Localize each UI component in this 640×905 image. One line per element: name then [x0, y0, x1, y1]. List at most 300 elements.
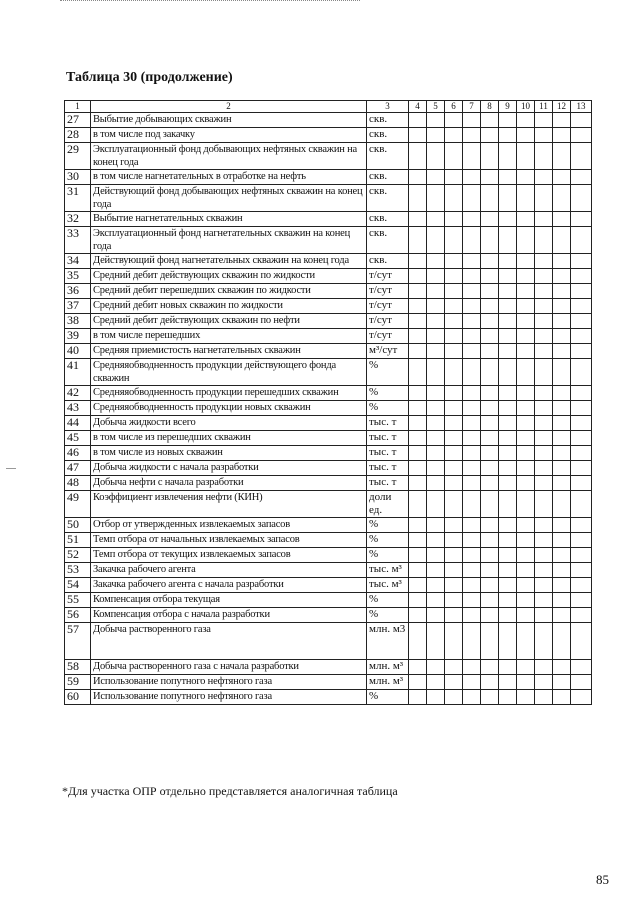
table-row: [65, 170, 592, 185]
unit-cell: скв.: [367, 212, 409, 227]
value-cell: [535, 578, 553, 593]
value-cell: [499, 227, 517, 254]
value-cell: [445, 548, 463, 563]
value-cell: [517, 476, 535, 491]
value-cell: [481, 170, 499, 185]
header-cell-1: 1: [65, 101, 91, 113]
value-cell: [427, 284, 445, 299]
value-cell: [427, 548, 445, 563]
unit-cell: скв.: [367, 128, 409, 143]
value-cell: [535, 476, 553, 491]
value-cell: [517, 578, 535, 593]
unit-cell: тыс. т: [367, 476, 409, 491]
unit-cell: %: [367, 690, 409, 705]
value-cell: [535, 461, 553, 476]
value-cell: [535, 284, 553, 299]
value-cell: [571, 593, 592, 608]
value-cell: [535, 675, 553, 690]
value-cell: [427, 660, 445, 675]
value-cell: [427, 170, 445, 185]
unit-cell: тыс. т: [367, 416, 409, 431]
value-cell: [427, 269, 445, 284]
unit-cell: %: [367, 386, 409, 401]
value-cell: [571, 284, 592, 299]
row-number: 31: [65, 185, 91, 212]
value-cell: [445, 623, 463, 660]
value-cell: [463, 660, 481, 675]
value-cell: [463, 476, 481, 491]
value-cell: [535, 227, 553, 254]
row-number: 28: [65, 128, 91, 143]
value-cell: [463, 578, 481, 593]
value-cell: [499, 476, 517, 491]
value-cell: [409, 359, 427, 386]
value-cell: [463, 690, 481, 705]
value-cell: [553, 660, 571, 675]
value-cell: [445, 461, 463, 476]
value-cell: [517, 113, 535, 128]
table-row: [65, 401, 592, 416]
value-cell: [445, 563, 463, 578]
value-cell: [517, 446, 535, 461]
value-cell: [517, 623, 535, 660]
indicator-name: в том числе из новых скважин: [91, 446, 367, 461]
indicator-name: Темп отбора от текущих извлекаемых запасов: [91, 548, 367, 563]
value-cell: [445, 431, 463, 446]
value-cell: [445, 533, 463, 548]
table-row: [65, 128, 592, 143]
value-cell: [445, 284, 463, 299]
value-cell: [463, 284, 481, 299]
value-cell: [445, 128, 463, 143]
value-cell: [463, 113, 481, 128]
value-cell: [409, 578, 427, 593]
value-cell: [409, 675, 427, 690]
value-cell: [463, 329, 481, 344]
row-number: 41: [65, 359, 91, 386]
indicator-name: Средний дебит новых скважин по жидкости: [91, 299, 367, 314]
value-cell: [571, 212, 592, 227]
indicator-name: Добыча растворенного газа с начала разработки: [91, 660, 367, 675]
value-cell: [427, 314, 445, 329]
table-row: [65, 269, 592, 284]
value-cell: [463, 533, 481, 548]
row-number: 37: [65, 299, 91, 314]
header-cell-12: 12: [553, 101, 571, 113]
value-cell: [553, 227, 571, 254]
value-cell: [481, 660, 499, 675]
unit-cell: тыс. м³: [367, 578, 409, 593]
value-cell: [481, 401, 499, 416]
value-cell: [445, 212, 463, 227]
unit-cell: т/сут: [367, 269, 409, 284]
unit-cell: млн. м3: [367, 623, 409, 660]
value-cell: [553, 608, 571, 623]
indicator-name: Действующий фонд нагнетательных скважин на конец года: [91, 254, 367, 269]
value-cell: [571, 623, 592, 660]
indicator-name: Средняяобводненность продукции новых скважин: [91, 401, 367, 416]
value-cell: [553, 143, 571, 170]
value-cell: [499, 329, 517, 344]
value-cell: [481, 143, 499, 170]
unit-cell: тыс. т: [367, 431, 409, 446]
row-number: 34: [65, 254, 91, 269]
value-cell: [463, 212, 481, 227]
value-cell: [481, 386, 499, 401]
value-cell: [409, 299, 427, 314]
unit-cell: скв.: [367, 185, 409, 212]
value-cell: [499, 128, 517, 143]
value-cell: [427, 461, 445, 476]
value-cell: [499, 563, 517, 578]
row-number: 30: [65, 170, 91, 185]
value-cell: [535, 491, 553, 518]
value-cell: [481, 533, 499, 548]
value-cell: [409, 386, 427, 401]
header-cell-4: 4: [409, 101, 427, 113]
value-cell: [553, 269, 571, 284]
value-cell: [427, 675, 445, 690]
value-cell: [499, 690, 517, 705]
unit-cell: скв.: [367, 113, 409, 128]
value-cell: [517, 593, 535, 608]
value-cell: [535, 143, 553, 170]
table-row: [65, 518, 592, 533]
indicator-name: Добыча растворенного газа: [91, 623, 367, 660]
table-row: [65, 563, 592, 578]
value-cell: [463, 593, 481, 608]
value-cell: [553, 329, 571, 344]
indicator-name: Компенсация отбора с начала разработки: [91, 608, 367, 623]
value-cell: [535, 185, 553, 212]
value-cell: [517, 416, 535, 431]
value-cell: [499, 593, 517, 608]
value-cell: [553, 491, 571, 518]
value-cell: [463, 623, 481, 660]
unit-cell: т/сут: [367, 329, 409, 344]
value-cell: [445, 690, 463, 705]
value-cell: [445, 386, 463, 401]
value-cell: [517, 690, 535, 705]
value-cell: [463, 143, 481, 170]
value-cell: [409, 593, 427, 608]
value-cell: [409, 416, 427, 431]
value-cell: [427, 128, 445, 143]
value-cell: [409, 269, 427, 284]
header-cell-6: 6: [445, 101, 463, 113]
indicator-name: Темп отбора от начальных извлекаемых запасов: [91, 533, 367, 548]
value-cell: [553, 416, 571, 431]
value-cell: [409, 461, 427, 476]
row-number: 33: [65, 227, 91, 254]
value-cell: [463, 128, 481, 143]
value-cell: [427, 359, 445, 386]
value-cell: [463, 431, 481, 446]
value-cell: [445, 185, 463, 212]
value-cell: [553, 563, 571, 578]
unit-cell: %: [367, 533, 409, 548]
value-cell: [517, 314, 535, 329]
row-number: 36: [65, 284, 91, 299]
value-cell: [499, 113, 517, 128]
value-cell: [409, 128, 427, 143]
value-cell: [445, 416, 463, 431]
value-cell: [445, 578, 463, 593]
row-number: 56: [65, 608, 91, 623]
value-cell: [427, 593, 445, 608]
indicator-name: Использование попутного нефтяного газа: [91, 675, 367, 690]
row-number: 53: [65, 563, 91, 578]
value-cell: [481, 461, 499, 476]
unit-cell: %: [367, 593, 409, 608]
indicator-name: Добыча нефти с начала разработки: [91, 476, 367, 491]
value-cell: [427, 518, 445, 533]
table-row: [65, 344, 592, 359]
table-row: [65, 284, 592, 299]
value-cell: [481, 254, 499, 269]
value-cell: [517, 284, 535, 299]
unit-cell: скв.: [367, 143, 409, 170]
value-cell: [463, 269, 481, 284]
unit-cell: тыс. м³: [367, 563, 409, 578]
table-row: [65, 491, 592, 518]
value-cell: [481, 563, 499, 578]
value-cell: [445, 170, 463, 185]
value-cell: [409, 185, 427, 212]
value-cell: [409, 254, 427, 269]
value-cell: [463, 359, 481, 386]
value-cell: [481, 299, 499, 314]
indicator-name: Средний дебит действующих скважин по жидкости: [91, 269, 367, 284]
value-cell: [499, 401, 517, 416]
value-cell: [553, 623, 571, 660]
value-cell: [535, 593, 553, 608]
value-cell: [499, 461, 517, 476]
indicator-name: в том числе под закачку: [91, 128, 367, 143]
table-row: [65, 578, 592, 593]
value-cell: [535, 113, 553, 128]
value-cell: [463, 344, 481, 359]
value-cell: [535, 533, 553, 548]
indicator-name: Выбытие добывающих скважин: [91, 113, 367, 128]
value-cell: [463, 446, 481, 461]
indicator-name: Действующий фонд добывающих нефтяных скважин на конец года: [91, 185, 367, 212]
value-cell: [427, 476, 445, 491]
value-cell: [517, 128, 535, 143]
header-cell-11: 11: [535, 101, 553, 113]
unit-cell: т/сут: [367, 314, 409, 329]
value-cell: [481, 548, 499, 563]
value-cell: [499, 548, 517, 563]
value-cell: [499, 212, 517, 227]
value-cell: [535, 446, 553, 461]
value-cell: [553, 476, 571, 491]
value-cell: [445, 593, 463, 608]
value-cell: [409, 623, 427, 660]
value-cell: [571, 344, 592, 359]
value-cell: [535, 690, 553, 705]
row-number: 42: [65, 386, 91, 401]
value-cell: [517, 563, 535, 578]
value-cell: [571, 401, 592, 416]
value-cell: [517, 548, 535, 563]
value-cell: [409, 476, 427, 491]
value-cell: [427, 533, 445, 548]
value-cell: [481, 269, 499, 284]
unit-cell: т/сут: [367, 284, 409, 299]
value-cell: [499, 416, 517, 431]
table-title: Таблица 30 (продолжение): [66, 70, 233, 85]
unit-cell: тыс. т: [367, 461, 409, 476]
value-cell: [445, 675, 463, 690]
row-number: 45: [65, 431, 91, 446]
unit-cell: %: [367, 401, 409, 416]
table-row: [65, 143, 592, 170]
value-cell: [535, 608, 553, 623]
unit-cell: м³/сут: [367, 344, 409, 359]
row-number: 46: [65, 446, 91, 461]
value-cell: [553, 212, 571, 227]
value-cell: [553, 533, 571, 548]
value-cell: [499, 314, 517, 329]
value-cell: [553, 518, 571, 533]
value-cell: [571, 386, 592, 401]
value-cell: [445, 254, 463, 269]
indicator-name: Средний дебит действующих скважин по нефти: [91, 314, 367, 329]
value-cell: [427, 344, 445, 359]
value-cell: [409, 431, 427, 446]
value-cell: [499, 386, 517, 401]
value-cell: [571, 359, 592, 386]
row-number: 54: [65, 578, 91, 593]
value-cell: [553, 314, 571, 329]
value-cell: [535, 269, 553, 284]
unit-cell: млн. м³: [367, 660, 409, 675]
value-cell: [499, 344, 517, 359]
row-number: 50: [65, 518, 91, 533]
table-row: [65, 212, 592, 227]
value-cell: [535, 548, 553, 563]
value-cell: [427, 608, 445, 623]
value-cell: [499, 431, 517, 446]
value-cell: [571, 533, 592, 548]
value-cell: [445, 608, 463, 623]
value-cell: [535, 314, 553, 329]
value-cell: [427, 401, 445, 416]
value-cell: [517, 212, 535, 227]
value-cell: [553, 431, 571, 446]
value-cell: [517, 227, 535, 254]
value-cell: [571, 269, 592, 284]
indicator-name: Эксплуатационный фонд добывающих нефтяных скважин на конец года: [91, 143, 367, 170]
value-cell: [445, 329, 463, 344]
row-number: 48: [65, 476, 91, 491]
value-cell: [427, 185, 445, 212]
value-cell: [517, 518, 535, 533]
value-cell: [517, 431, 535, 446]
unit-cell: %: [367, 359, 409, 386]
value-cell: [481, 128, 499, 143]
value-cell: [553, 401, 571, 416]
value-cell: [481, 518, 499, 533]
value-cell: [553, 344, 571, 359]
value-cell: [553, 446, 571, 461]
value-cell: [463, 563, 481, 578]
value-cell: [517, 359, 535, 386]
value-cell: [409, 660, 427, 675]
header-cell-9: 9: [499, 101, 517, 113]
value-cell: [481, 212, 499, 227]
value-cell: [517, 533, 535, 548]
value-cell: [427, 491, 445, 518]
indicator-name: в том числе нагнетательных в отработке на нефть: [91, 170, 367, 185]
value-cell: [499, 254, 517, 269]
value-cell: [409, 314, 427, 329]
value-cell: [571, 170, 592, 185]
value-cell: [499, 269, 517, 284]
value-cell: [571, 518, 592, 533]
row-number: 47: [65, 461, 91, 476]
table-row: [65, 386, 592, 401]
value-cell: [571, 476, 592, 491]
value-cell: [535, 518, 553, 533]
value-cell: [409, 491, 427, 518]
value-cell: [463, 608, 481, 623]
value-cell: [571, 143, 592, 170]
value-cell: [481, 431, 499, 446]
table-row: [65, 416, 592, 431]
unit-cell: млн. м³: [367, 675, 409, 690]
value-cell: [571, 431, 592, 446]
table-row: [65, 359, 592, 386]
page-number: 85: [596, 872, 609, 887]
value-cell: [463, 416, 481, 431]
indicator-name: Отбор от утвержденных извлекаемых запасов: [91, 518, 367, 533]
value-cell: [463, 548, 481, 563]
value-cell: [571, 548, 592, 563]
value-cell: [409, 548, 427, 563]
value-cell: [517, 461, 535, 476]
value-cell: [535, 431, 553, 446]
value-cell: [445, 143, 463, 170]
value-cell: [481, 623, 499, 660]
indicator-name: Добыча жидкости с начала разработки: [91, 461, 367, 476]
value-cell: [571, 461, 592, 476]
row-number: 60: [65, 690, 91, 705]
value-cell: [517, 269, 535, 284]
value-cell: [481, 314, 499, 329]
table-row: [65, 548, 592, 563]
value-cell: [571, 416, 592, 431]
value-cell: [553, 593, 571, 608]
value-cell: [553, 128, 571, 143]
value-cell: [409, 113, 427, 128]
row-number: 32: [65, 212, 91, 227]
value-cell: [535, 401, 553, 416]
value-cell: [445, 446, 463, 461]
value-cell: [499, 578, 517, 593]
value-cell: [427, 446, 445, 461]
value-cell: [535, 359, 553, 386]
value-cell: [499, 675, 517, 690]
value-cell: [571, 608, 592, 623]
value-cell: [427, 578, 445, 593]
value-cell: [409, 446, 427, 461]
value-cell: [481, 690, 499, 705]
value-cell: [445, 660, 463, 675]
row-number: 49: [65, 491, 91, 518]
value-cell: [427, 563, 445, 578]
